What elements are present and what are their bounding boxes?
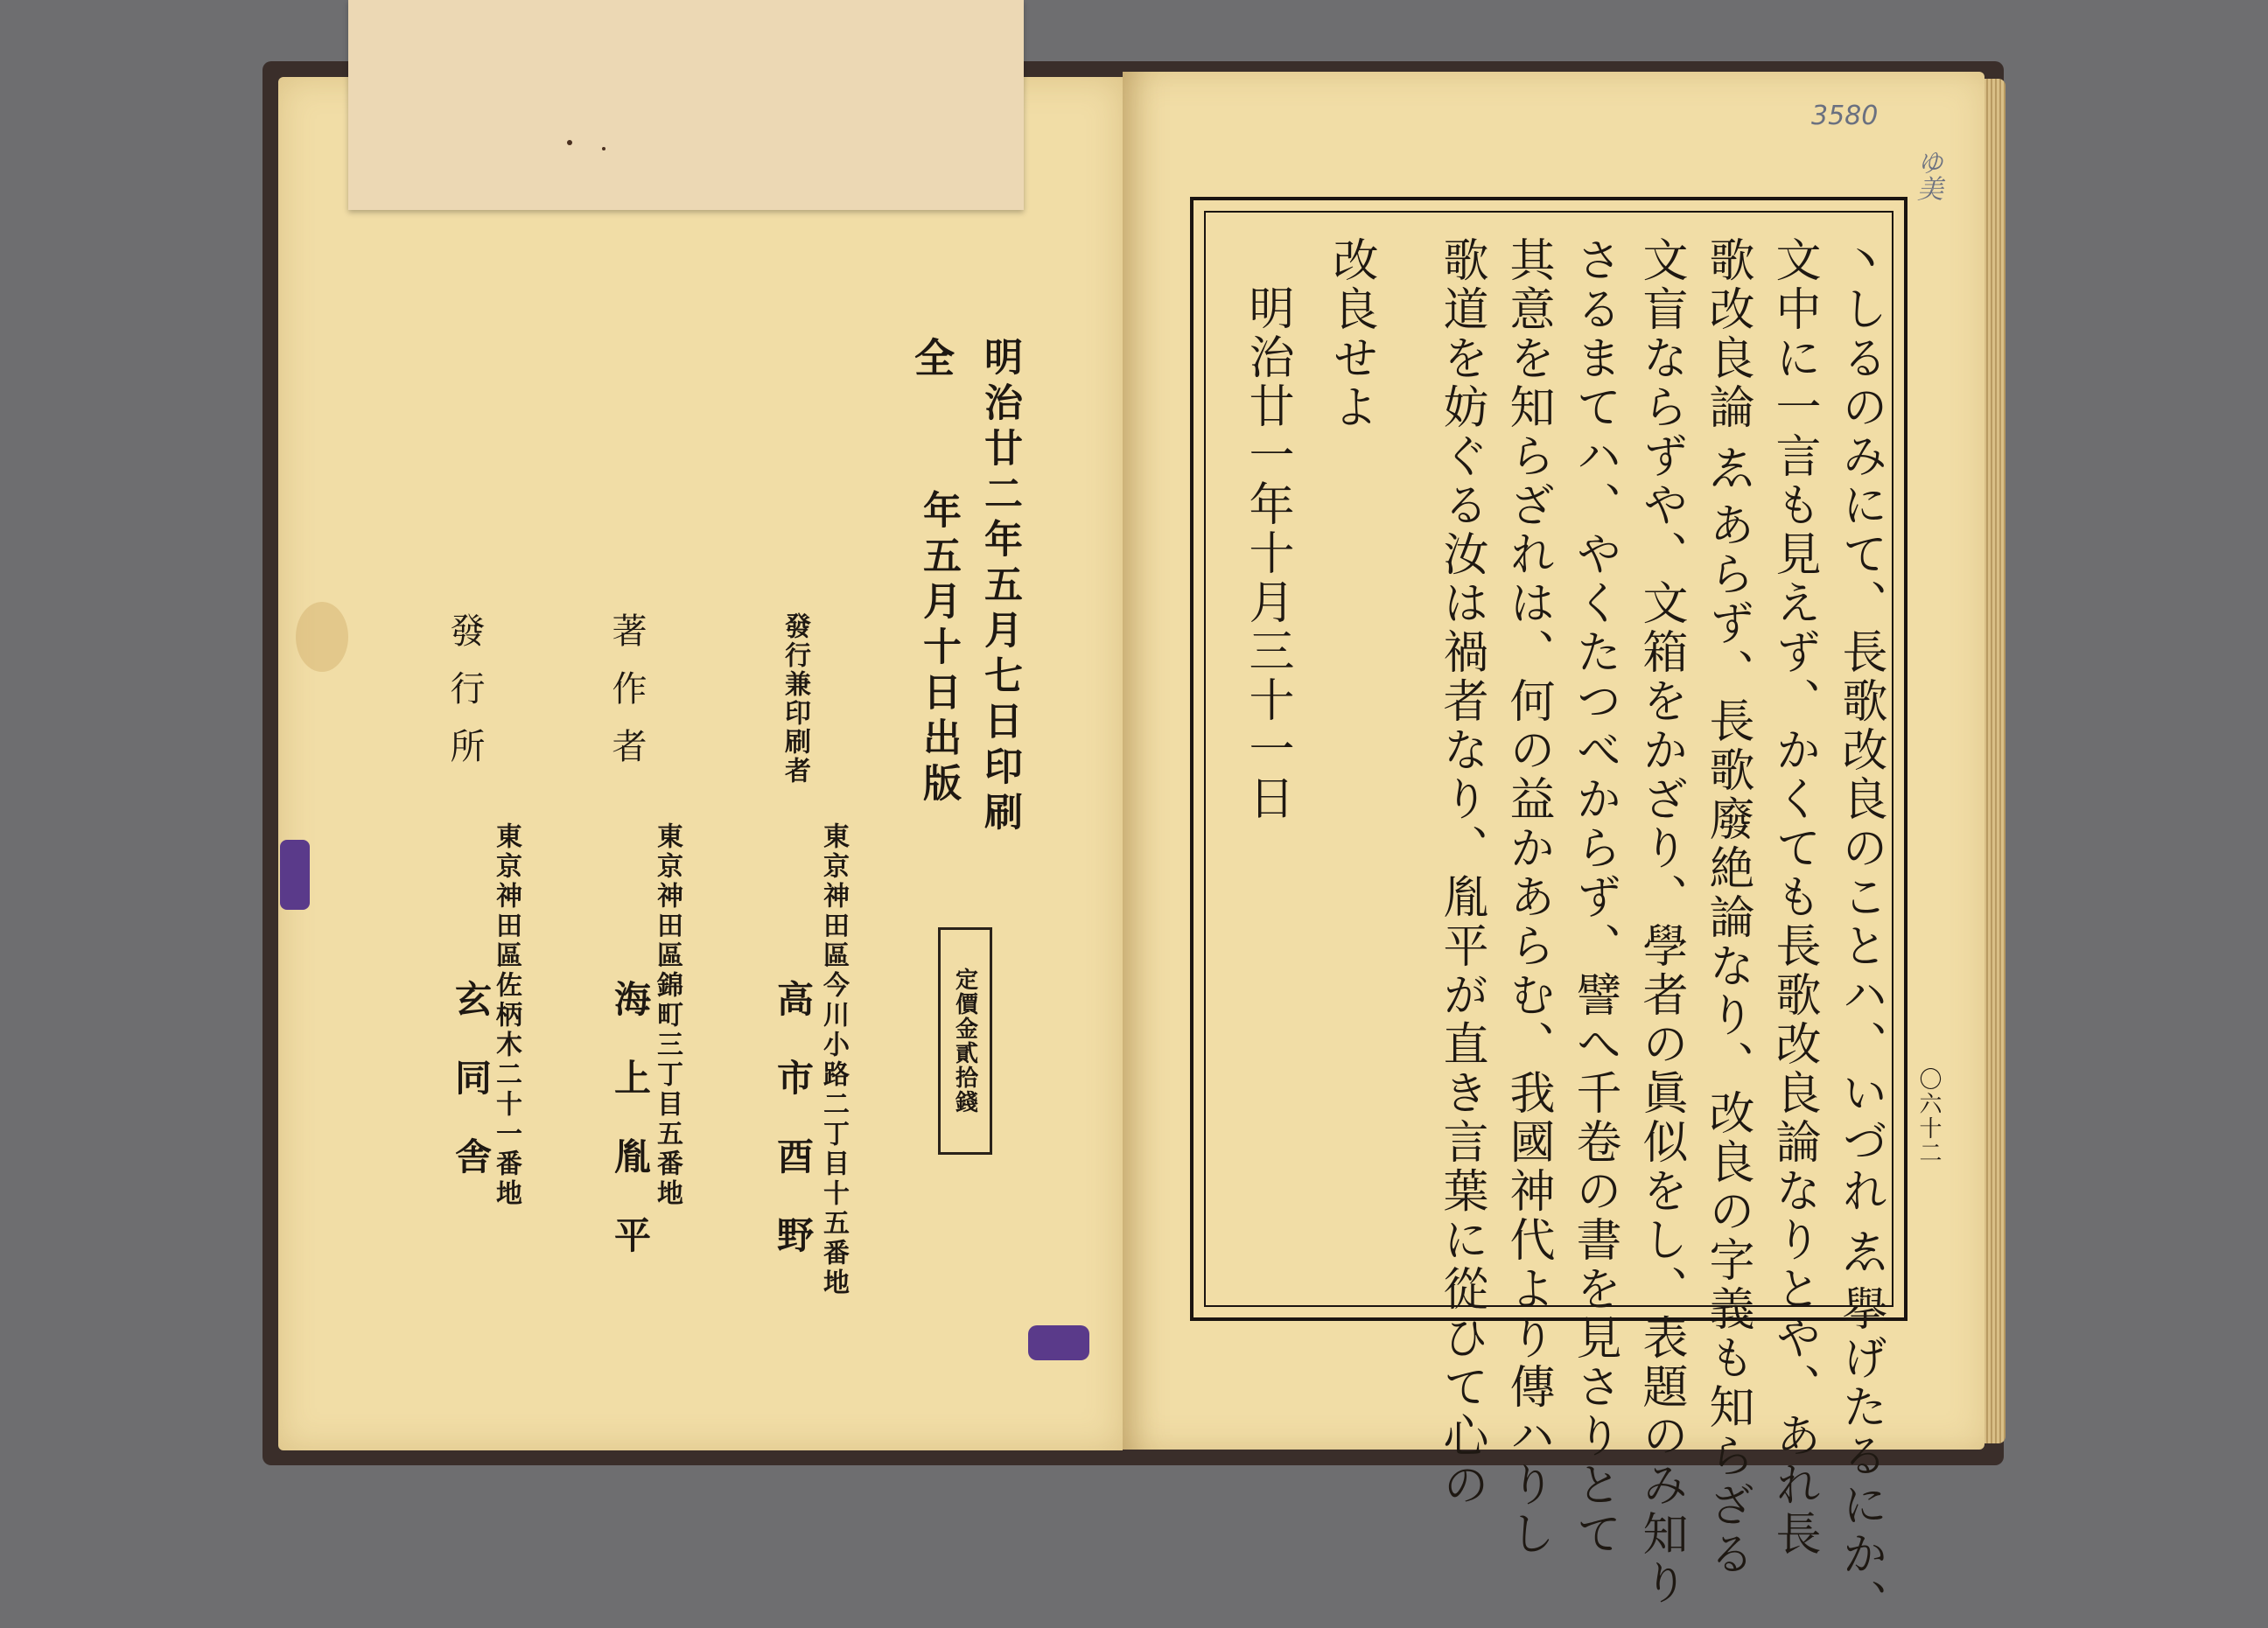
margin-note-number: 3580 <box>1811 101 1879 131</box>
purple-stain <box>280 840 310 910</box>
price-label: 定價金貳拾錢 <box>951 968 978 1114</box>
page-number: 〇六十二 <box>1915 1067 1942 1165</box>
text-column: 文中に一言も見えず、かくても長歌改良論なりとや、あれ長 <box>1768 236 1820 1559</box>
text-column: 其意を知らざれは、何の益かあらむ、我國神代より傳ハりし <box>1502 236 1554 1559</box>
author-name: 海上胤平 <box>609 980 652 1295</box>
author-address: 東京神田區錦町三丁目五番地 <box>652 822 682 1209</box>
publisher-name: 玄同舎 <box>450 980 493 1216</box>
author-role: 著作者 <box>606 612 647 786</box>
text-column: 文盲ならずや、文箱をかざり、學者の眞似をし、表題のみ知り <box>1634 236 1687 1608</box>
publisher-address: 東京神田區佐柄木二十一番地 <box>491 822 522 1209</box>
text-column: さるまてハ、やくたつべからず、譬へ千卷の書を見さりとて <box>1568 236 1620 1559</box>
publisher-role: 發行所 <box>444 612 485 786</box>
margin-note: ゆ美 <box>1912 149 1942 201</box>
paper-stain <box>296 602 348 672</box>
paper-slip <box>348 0 1024 210</box>
slip-hole <box>567 140 572 145</box>
text-column: 歌改良論𛁈あらず、長歌廢絶論なり、改良の字義も知らざる <box>1701 236 1754 1579</box>
volume-mark: 全 <box>908 337 956 377</box>
imprint-print-date: 明治廿二年五月七日印刷 <box>977 337 1022 837</box>
text-column: 歌道を妨ぐる汝は禍者なり、胤平が直き言葉に從ひて心の <box>1435 236 1488 1510</box>
printer-role: 發行兼印刷者 <box>780 612 810 786</box>
printer-name: 高市酉野 <box>772 980 815 1295</box>
text-column: 改良せよ <box>1325 236 1377 432</box>
slip-hole <box>602 147 606 150</box>
price-box <box>938 927 992 1155</box>
purple-stain <box>1028 1325 1089 1360</box>
text-column: 丶しるのみにて、長歌改良のことハ、いづれ𛁈擧げたるにか、 <box>1834 236 1886 1628</box>
printer-address: 東京神田區今川小路二丁目十五番地 <box>818 822 849 1298</box>
imprint-publish-date: 年五月十日出版 <box>916 490 961 808</box>
date-line: 明治廿一年十月三十一日 <box>1241 284 1293 823</box>
